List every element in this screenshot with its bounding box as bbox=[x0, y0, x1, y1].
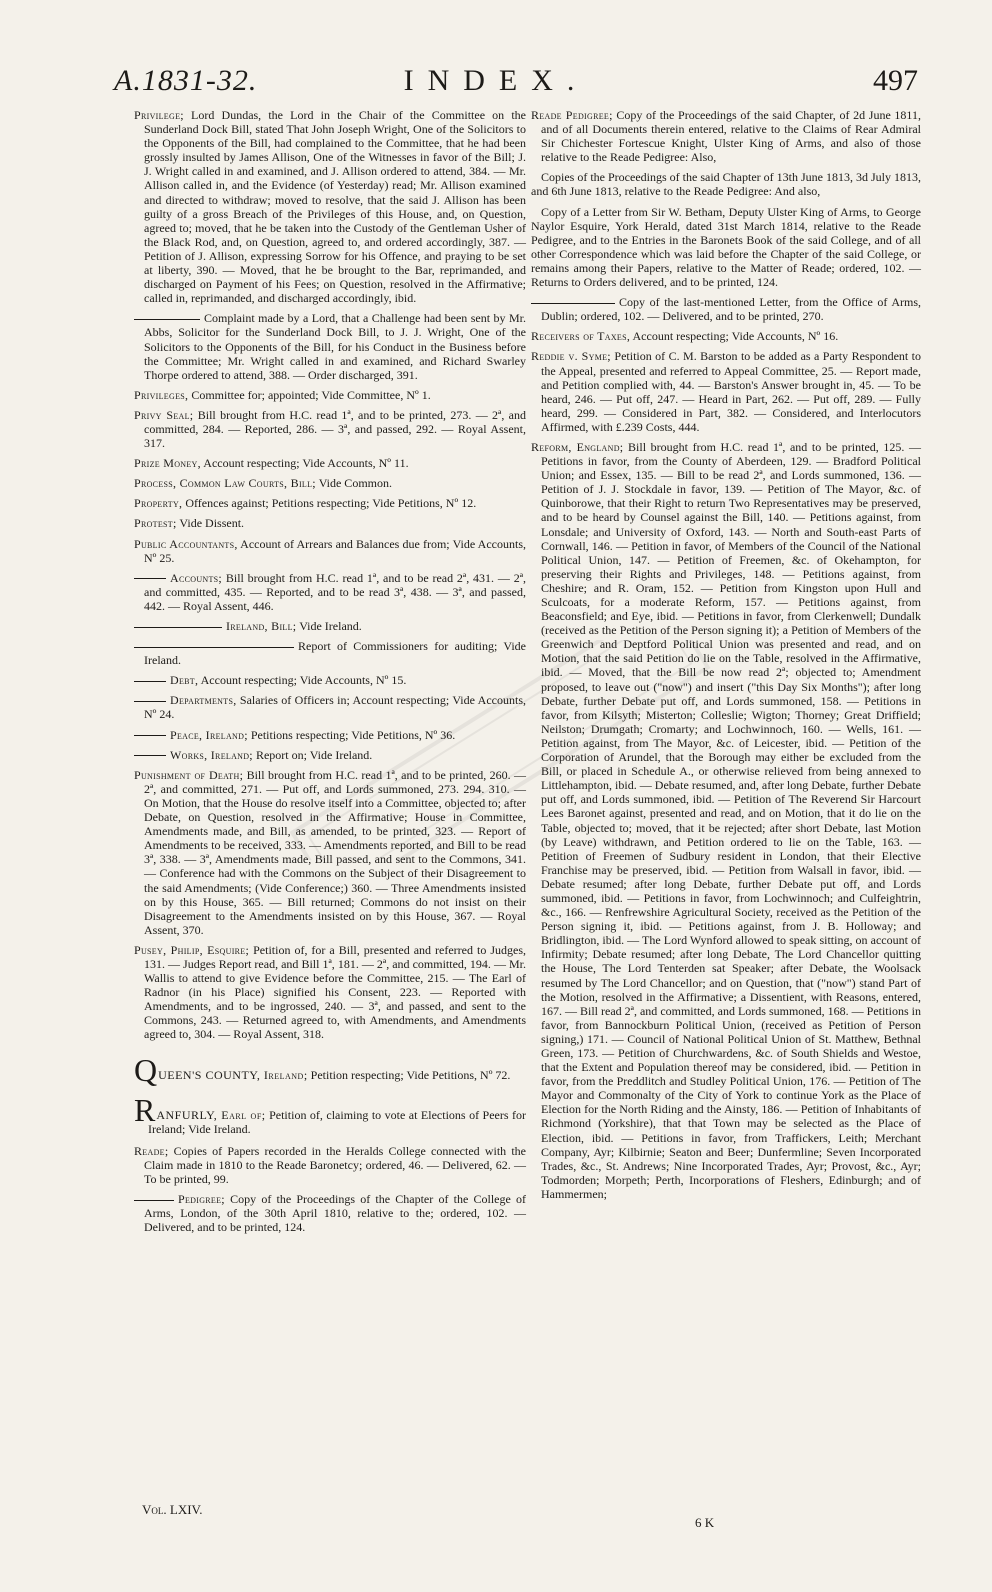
entry-head: Punishment of Death; bbox=[134, 767, 244, 782]
ditto-rule bbox=[134, 755, 166, 756]
ditto-rule bbox=[134, 627, 222, 628]
ditto-rule bbox=[134, 578, 166, 579]
entry-text: Account of Arrears and Balances due from; Vide Accounts, Nº 25. bbox=[144, 536, 526, 565]
index-entry bbox=[531, 295, 921, 323]
entry-head: ANFURLY, Earl of; bbox=[156, 1107, 266, 1122]
entry-text: Committee for; appointed; Vide Committee, Nº 1. bbox=[188, 387, 431, 402]
header-page-number: 497 bbox=[873, 64, 918, 97]
index-entry bbox=[134, 408, 526, 450]
index-entry bbox=[134, 516, 526, 530]
index-entry bbox=[531, 170, 921, 198]
index-entry bbox=[134, 693, 526, 721]
index-entry bbox=[531, 205, 921, 290]
entry-text: Petition respecting; Vide Petitions, Nº 72. bbox=[307, 1067, 511, 1082]
entry-head: Receivers of Taxes, bbox=[531, 329, 631, 344]
entry-head: Reade Pedigree; bbox=[531, 108, 613, 122]
entry-head: Peace, Ireland; bbox=[170, 727, 248, 742]
drop-cap-q: Q bbox=[134, 1051, 158, 1088]
entry-text: Petition of, for a Bill, presented and referred to Judges, 131. — Judges Report read, and Bill 1ª, 181. — 2ª, and committed, 194. — Mr. Wallis to attend to give Evidence before the Committee, 215. — The Earl of Radnor (in his Place) signified his Consent, 223. — Reported with Amendments, and to be ingrossed, 240. — 3ª, and passed, and sent to the Commons, 243. — Returned agreed to, with Amendments, and Amendments agreed to, 304. — Royal Assent, 318. bbox=[144, 942, 526, 1042]
entry-text: Vide Dissent. bbox=[176, 516, 245, 531]
index-entry bbox=[134, 456, 526, 470]
index-entry bbox=[531, 108, 921, 164]
entry-text: Petition of C. M. Barston to be added as a Party Respondent to the Appeal, presented and referred to Appeal Committee, 25. — Report made, and Petition complied with, 44. — Barston's Answer brought in, 45. — To be heard, 246. — Put off, 247. — Heard in Part, 262. — Put off, 289. — Fully heard, 299. — Considered in Part, 382. — Considered, and Interlocutors Affirmed, with £.239 Costs, 444. bbox=[541, 349, 922, 434]
entry-head: Protest; bbox=[134, 516, 177, 531]
entry-head: Reddie v. Syme; bbox=[531, 349, 611, 364]
index-entry bbox=[134, 639, 526, 667]
index-entry bbox=[134, 496, 526, 510]
entry-text: Copy of the last-mentioned Letter, from the Office of Arms, Dublin; ordered, 102. — Delivered, and to be printed, 270. bbox=[541, 295, 921, 324]
entry-head: Reform, England; bbox=[531, 439, 624, 454]
entry-head: Property, bbox=[134, 496, 183, 511]
entry-text: Copies of Papers recorded in the Heralds College connected with the Claim made in 1810 to the Reade Baronetcy; ordered, 46. — Delivered, 62. — To be printed, 99. bbox=[144, 1143, 526, 1186]
drop-cap-r: R bbox=[134, 1091, 156, 1128]
entry-text: Copies of the Proceedings of the said Chapter of 13th June 1813, 3d July 1813, and 6th June 1813, relative to the Reade Pedigree: And also, bbox=[531, 170, 921, 199]
ditto-rule bbox=[134, 647, 294, 648]
left-column bbox=[134, 108, 526, 1240]
entry-text: Petitions respecting; Vide Petitions, Nº 36. bbox=[247, 727, 456, 742]
entry-head: Accounts; bbox=[170, 570, 223, 585]
entry-queens-county bbox=[134, 1051, 526, 1088]
header-title: INDEX. bbox=[403, 64, 589, 97]
entry-text: Complaint made by a Lord, that a Challenge had been sent by Mr. Abbs, Solicitor for the Sunderland Dock Bill, to J. J. Wright, One of the Solicitors to the Opponents of the Bill, for his Conduct in the Business before the Committee; Mr. Wright called in and examined, and Richard Swarley Thorpe ordered to attend, 388. — Order discharged, 391. bbox=[144, 311, 526, 382]
ditto-rule bbox=[134, 701, 166, 702]
footer-volume: Vol. LXIV. bbox=[142, 1502, 203, 1517]
index-entry bbox=[134, 728, 526, 742]
entry-text: Account respecting; Vide Accounts, Nº 16. bbox=[630, 329, 839, 344]
entry-text: Report on; Vide Ireland. bbox=[252, 747, 373, 762]
index-entry bbox=[531, 440, 921, 1201]
entry-text: Copy of the Proceedings of the Chapter of the College of Arms, London, of the 30th April 1810, relative to the; ordered, 102. — Delivered, and to be printed, 124. bbox=[144, 1192, 526, 1235]
index-entry bbox=[134, 673, 526, 687]
entry-head: Public Accountants, bbox=[134, 536, 238, 551]
entry-text: Petition of, claiming to vote at Elections of Peers for Ireland; Vide Ireland. bbox=[148, 1107, 526, 1136]
entry-text: Report of Commissioners for auditing; Vide Ireland. bbox=[144, 639, 526, 668]
index-entry bbox=[134, 571, 526, 613]
ditto-rule bbox=[134, 1200, 174, 1201]
entry-text: Bill brought from H.C. read 1ª, and to be printed, 260. — 2ª, and committed, 271. — Put off, and Lords summoned, 273. 294. 310. — On Motion, that the House do resolve itself into a Committee, objected to; after Debate, on Question, resolved in the Affirmative; House in Committee, Amendments made, and Bill, as amended, to be printed, 323. — Report of Amendments to be received, 333. — Amendments reported, and Bill to be read 3ª, 338. — 3ª, Amendments made, Bill passed, and sent to the Commons, 341. — Conference had with the Commons on the Subject of their Disagreement to the said Amendments; (Vide Conference;) 360. — Three Amendments insisted on by this House, 365. — Bill returned; Commons do not insist on their Disagreement to the Amendments insisted on by this House, 367. — Royal Assent, 370. bbox=[144, 767, 526, 937]
entry-head: Process, Common Law Courts, Bill; bbox=[134, 476, 316, 491]
entry-text: Salaries of Officers in; Account respecting; Vide Accounts, Nº 24. bbox=[144, 693, 526, 722]
index-entry bbox=[134, 619, 526, 633]
entry-text: Copy of the Proceedings of the said Chapter, of 2d June 1811, and of all Documents therein entered, relative to the Claims of Rear Admiral Sir Chichester Fortescue Knight, Ulster King of Arms, and also of those relative to the Reade Pedigree: Also, bbox=[541, 108, 921, 165]
ditto-rule bbox=[531, 303, 615, 304]
index-entry bbox=[134, 476, 526, 490]
index-entry bbox=[134, 1144, 526, 1186]
entry-text: Bill brought from H.C. read 1ª, and to be printed, 125. — Petitions in favor, from the County of Aberdeen, 129. — Bradford Political Union; and Essex, 135. — Bill to be read 2ª, and Lords summoned, 136. — Petition of J. J. Stockdale in favor, 139. — Petition of The Mayor, &c. of Quinborowe, that their Right to return Two Representatives may be preserved, and to be heard by Counsel against the Bill, 140. — Petitions against, from Lonsdale; and University of Oxford, 143. — North and South-east Parts of Cornwall, 146. — Petition in favor, of Members of the Council of the National Political Union, 147. — Petition of Freemen, &c. of Okehampton, for preserving their Rights and Privileges, 148. — Petitions against, from Cheshire; and R. Oram, 152. — Petition from Kingston upon Hull and Sculcoats, for a moderate Reform, 157. — Petitions against, from Beaconsfield; and Eye, ibid. — Petitions in favor, from Clerkenwell; Dundalk (received as the Petition of the Person signing it); a Petition of Members of the Greenwich and Deptford Political Union was presented and read, and on Motion, that the said Petition do lie on the Table, resolved in the Affirmative, ibid. — Moved, that the Bill be now read 2ª; objected to; Amendment proposed, to leave out ("now") and insert ("this Day Six Months"); after long Debate, further Debate put off, and Lords summoned, 158. — Petitions in favor, from Kilsyth; Misterton; Colleslie; Wigton; Thorney; Great Driffield; Neilston; Drumgath; Cromarty; and Lochwinnoch, 160. — Wells, 161. — Petition against, from The Mayor, &c. of Leicester, ibid. — Petition of the Corporation of Arundel, that the Borough may either be excluded from the Bill, or placed in Schedule A., or otherwise relieved from being annexed to Littlehampton, ibid. — Debate resumed, and, after long Debate, further Debate put off, and Lords summoned, ibid. — Petition of The Reverend Sir Harcourt Lees Baronet against, presented and read, and on Motion, that it do lie on the Table, objected to; moved, that it be rejected; after short Debate, last Motion (by Leave) withdrawn, and Petition ordered to lie on the Table, 163. — Petition of Freemen of Sudbury resident in London, that their Elective Franchise may be preserved, ibid. — Petition from Walsall in favor, ibid. — Debate resumed; after long Debate, further Debate put off, and Lords summoned, ibid. — Petitions in favor, from Lochwinnoch; and Culfeightrin, &c., 166. — Renfrewshire Agricultural Society, received as the Petition of the Person signing it, ibid. — Petitions against, from J. B. Holloway; and Bridlington, ibid. — The Lord Wynford allowed to speak sitting, on account of Infirmity; Debate resumed; after long Debate, The Lord Chancellor quitting the House, The Lord Tenterden sat Speaker; after Debate, the Woolsack resumed by The Lord Chancellor; and on Question, that ("now") stand Part of the Motion, resolved in the Affirmative; a Dissentient, with Reasons, entered, 167. — Bill read 2ª, and committed, and Lords summoned, 168. — Petitions in favor, from Bannockburn Political Union, (received as Petition of Person signing,) 171. — Council of National Political Union of St. Matthew, Bethnal Green, 173. — Petition of Churchwardens, &c. of South Shields and Westoe, that the Extent and Population thereof may be considered, ibid. — Petition in favor, from the Preddlitch and Studley Political Union, 176. — Petition of The Mayor and Commonalty of the City of York to continue York as the Place of Election for the North Riding and the Ainsty, 186. — Petition of Inhabitants of Richmond (Yorkshire), that that Town may be selected as the Place of Election, ibid. — Petitions in favor, from Traffickers, Leith; Merchant Company, Ayr; Kilbirnie; Seaton and Beer; Dunfermline; Seven Incorporated Trades, &c., St. Andrews; Nine Incorporated Trades, Ayr; Provost, &c., Ayr; Todmorden; Morpeth; Perth, Incorporations of Fleshers, Edinburgh; and of Hammermen; bbox=[541, 439, 921, 1201]
index-entry bbox=[134, 748, 526, 762]
index-entry bbox=[134, 1192, 526, 1234]
index-entry bbox=[134, 311, 526, 381]
entry-head: Works, Ireland; bbox=[170, 747, 253, 762]
entry-head: Pusey, Philip, Esquire; bbox=[134, 942, 250, 957]
header-year: A.1831-32. bbox=[114, 64, 258, 97]
index-entry bbox=[134, 943, 526, 1042]
entry-head: Pedigree; bbox=[178, 1192, 225, 1207]
entry-text: Offences against; Petitions respecting; Vide Petitions, Nº 12. bbox=[182, 496, 477, 511]
entry-head: Ireland, Bill; bbox=[226, 619, 297, 633]
index-entry bbox=[531, 349, 921, 434]
entry-text: Copy of a Letter from Sir W. Betham, Deputy Ulster King of Arms, to George Naylor Esquire, York Herald, dated 31st March 1814, relative to the Reade Pedigree, and to the Entries in the Baronets Book of the said College, and of all other Correspondence which was laid before the Chapter of the said College, or remains among their Papers, relative to the Matter of Reade; ordered, 102. — Returns to Orders delivered, and to be printed, 124. bbox=[531, 204, 921, 290]
ditto-rule bbox=[134, 681, 166, 682]
entry-head: UEEN'S COUNTY, Ireland; bbox=[158, 1067, 308, 1082]
entry-head: Privileges, bbox=[134, 387, 189, 402]
left-tail-entries bbox=[134, 1144, 526, 1235]
index-entry bbox=[134, 768, 526, 937]
entry-text: Account respecting; Vide Accounts, Nº 11. bbox=[200, 456, 409, 471]
index-entry bbox=[134, 108, 526, 305]
entry-head: Reade; bbox=[134, 1143, 169, 1158]
entry-text: Account respecting; Vide Accounts, Nº 15. bbox=[198, 673, 407, 688]
index-entry bbox=[134, 537, 526, 565]
entry-head: Prize Money, bbox=[134, 456, 201, 471]
footer-signature: 6 K bbox=[695, 1515, 715, 1530]
index-entry bbox=[531, 329, 921, 343]
ditto-rule bbox=[134, 319, 200, 320]
entry-text: Vide Ireland. bbox=[296, 619, 362, 633]
right-column bbox=[531, 108, 921, 1207]
left-entries bbox=[134, 108, 526, 1042]
entry-text: Vide Common. bbox=[315, 476, 392, 491]
entry-head: Departments, bbox=[170, 693, 237, 708]
right-entries bbox=[531, 108, 921, 1201]
entry-head: Debt, bbox=[170, 673, 199, 688]
ditto-rule bbox=[134, 735, 166, 736]
entry-text: Lord Dundas, the Lord in the Chair of the Committee on the Sunderland Dock Bill, stated That John Joseph Wright, One of the Solicitors to the Opponents of the Bill, had complained to the Committee, that he had been grossly insulted by James Allison, One of the Witnesses in favor of the Bill; J. J. Wright called in and examined, and J. Allison ordered to attend, 384. — Mr. Allison called in, and the Evidence (of Yesterday) read; Mr. Allison examined and directed to withdraw; moved to resolve, that the said J. Allison has been guilty of a gross Breach of the Privileges of this House, and, on Question, agreed to; moved, that he be taken into the Custody of the Gentleman Usher of the Black Rod, and, on Question, agreed to, and ordered accordingly, 387. — Petition of J. Allison, expressing Sorrow for his Offence, and praying to be set at liberty, 390. — Moved, that he be brought to the Bar, reprimanded, and discharged on Payment of his Fees; on Question, resolved in the Affirmative; called in, reprimanded, and discharged accordingly, ibid. bbox=[144, 108, 526, 306]
entry-text: Bill brought from H.C. read 1ª, and to be read 2ª, 431. — 2ª, and committed, 435. — Reported, and to be read 3ª, 438. — 3ª, and passed, 442. — Royal Assent, 446. bbox=[144, 570, 526, 613]
page-header bbox=[0, 64, 992, 108]
entry-head: Privy Seal; bbox=[134, 407, 194, 422]
index-entry bbox=[134, 388, 526, 402]
entry-text: Bill brought from H.C. read 1ª, and to be printed, 273. — 2ª, and committed, 284. — Reported, 286. — 3ª, and passed, 292. — Royal Assent, 317. bbox=[144, 407, 526, 451]
entry-ranfurly bbox=[134, 1091, 526, 1136]
entry-head: Privilege; bbox=[134, 108, 184, 122]
